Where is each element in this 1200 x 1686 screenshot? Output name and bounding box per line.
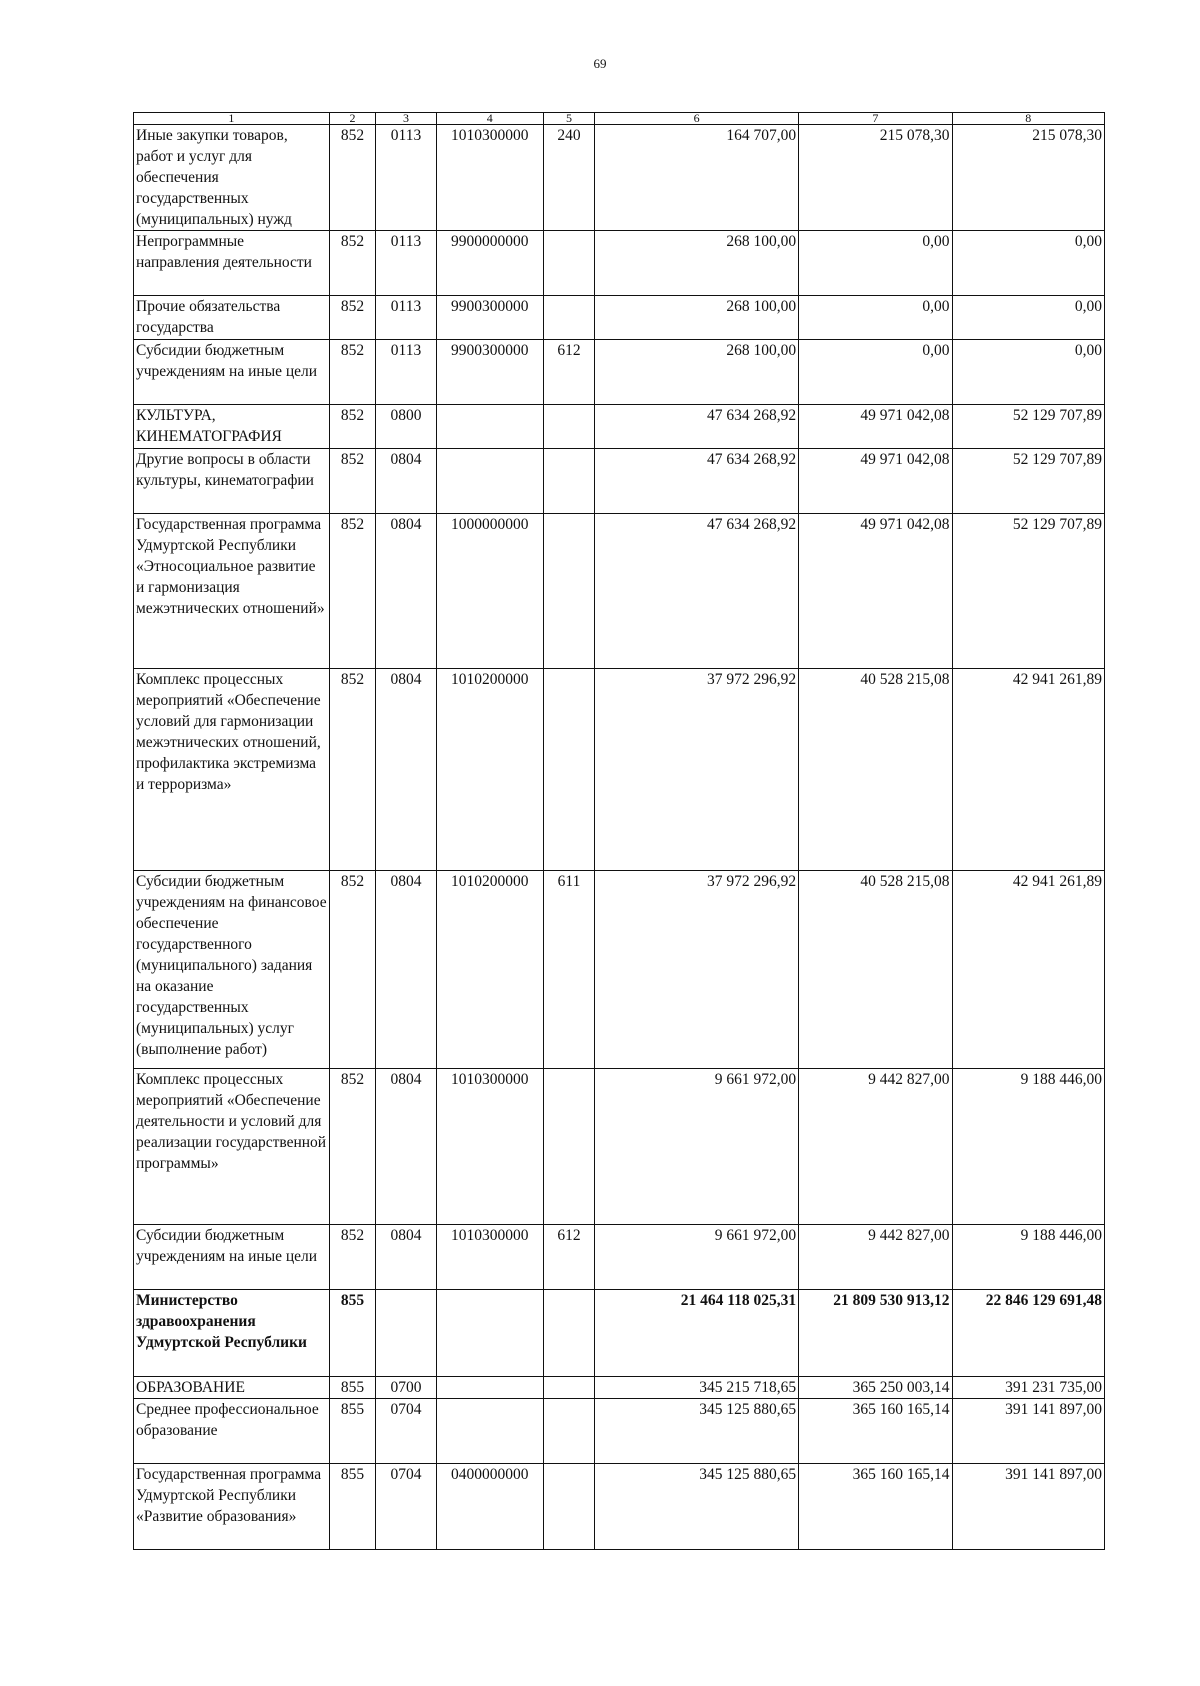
cell-c5 — [543, 231, 594, 296]
cell-c3: 0704 — [376, 1464, 437, 1550]
cell-c7: 40 528 215,08 — [799, 871, 952, 1069]
column-header: 5 — [543, 113, 594, 125]
cell-c7: 21 809 530 913,12 — [799, 1290, 952, 1377]
table-row — [134, 514, 1105, 669]
column-header: 4 — [436, 113, 543, 125]
cell-c4: 1010300000 — [436, 125, 543, 231]
table-row — [134, 1464, 1105, 1550]
cell-c2: 852 — [329, 871, 375, 1069]
table-row — [134, 231, 1105, 296]
cell-c8: 52 129 707,89 — [952, 514, 1104, 669]
cell-c5: 612 — [543, 340, 594, 405]
cell-c7: 0,00 — [799, 231, 952, 296]
cell-c4: 0400000000 — [436, 1464, 543, 1550]
cell-c6: 37 972 296,92 — [595, 669, 799, 871]
cell-c3: 0804 — [376, 449, 437, 514]
cell-c6: 268 100,00 — [595, 340, 799, 405]
cell-c5 — [543, 449, 594, 514]
row-name: Непрограммные направления деятельности — [134, 231, 330, 296]
row-name: Комплекс процессных мероприятий «Обеспечение условий для гармонизации межэтнических отношений, профилактика экстремизма и терроризма» — [134, 669, 330, 871]
cell-c5 — [543, 1377, 594, 1399]
row-name: Государственная программа Удмуртской Республики «Этносоциальное развитие и гармонизация межэтнических отношений» — [134, 514, 330, 669]
cell-c4 — [436, 449, 543, 514]
cell-c2: 855 — [329, 1464, 375, 1550]
cell-c4: 1010200000 — [436, 669, 543, 871]
cell-c3: 0804 — [376, 669, 437, 871]
cell-c5 — [543, 296, 594, 340]
cell-c8: 42 941 261,89 — [952, 669, 1104, 871]
cell-c4: 9900300000 — [436, 296, 543, 340]
cell-c6: 164 707,00 — [595, 125, 799, 231]
cell-c3: 0113 — [376, 340, 437, 405]
cell-c7: 49 971 042,08 — [799, 449, 952, 514]
cell-c3: 0113 — [376, 296, 437, 340]
cell-c6: 268 100,00 — [595, 231, 799, 296]
cell-c5 — [543, 1290, 594, 1377]
cell-c7: 215 078,30 — [799, 125, 952, 231]
cell-c2: 852 — [329, 1225, 375, 1290]
cell-c5 — [543, 1464, 594, 1550]
row-name: Комплекс процессных мероприятий «Обеспечение деятельности и условий для реализации государственной программы» — [134, 1069, 330, 1225]
cell-c4 — [436, 405, 543, 449]
cell-c7: 0,00 — [799, 340, 952, 405]
cell-c7: 40 528 215,08 — [799, 669, 952, 871]
cell-c5: 611 — [543, 871, 594, 1069]
cell-c6: 47 634 268,92 — [595, 405, 799, 449]
cell-c3: 0800 — [376, 405, 437, 449]
cell-c3: 0704 — [376, 1399, 437, 1464]
row-name: КУЛЬТУРА, КИНЕМАТОГРАФИЯ — [134, 405, 330, 449]
cell-c4: 1010300000 — [436, 1069, 543, 1225]
cell-c3: 0113 — [376, 125, 437, 231]
cell-c2: 852 — [329, 296, 375, 340]
cell-c8: 9 188 446,00 — [952, 1225, 1104, 1290]
table-row — [134, 1290, 1105, 1377]
cell-c7: 49 971 042,08 — [799, 514, 952, 669]
cell-c3: 0804 — [376, 1225, 437, 1290]
row-name: Субсидии бюджетным учреждениям на иные цели — [134, 340, 330, 405]
table-row — [134, 669, 1105, 871]
row-name: Среднее профессиональное образование — [134, 1399, 330, 1464]
cell-c4 — [436, 1290, 543, 1377]
cell-c2: 855 — [329, 1377, 375, 1399]
table-row — [134, 449, 1105, 514]
cell-c4: 1010300000 — [436, 1225, 543, 1290]
cell-c5 — [543, 405, 594, 449]
cell-c8: 391 141 897,00 — [952, 1399, 1104, 1464]
column-header: 8 — [952, 113, 1104, 125]
row-name: Субсидии бюджетным учреждениям на иные цели — [134, 1225, 330, 1290]
cell-c7: 365 250 003,14 — [799, 1377, 952, 1399]
cell-c7: 49 971 042,08 — [799, 405, 952, 449]
column-header: 7 — [799, 113, 952, 125]
cell-c8: 52 129 707,89 — [952, 449, 1104, 514]
table-row — [134, 296, 1105, 340]
cell-c8: 42 941 261,89 — [952, 871, 1104, 1069]
cell-c4 — [436, 1377, 543, 1399]
cell-c5: 612 — [543, 1225, 594, 1290]
cell-c7: 0,00 — [799, 296, 952, 340]
cell-c3: 0804 — [376, 871, 437, 1069]
table-row — [134, 340, 1105, 405]
cell-c4: 9900300000 — [436, 340, 543, 405]
cell-c5 — [543, 1399, 594, 1464]
cell-c5 — [543, 514, 594, 669]
cell-c8: 0,00 — [952, 231, 1104, 296]
cell-c6: 47 634 268,92 — [595, 514, 799, 669]
cell-c2: 855 — [329, 1290, 375, 1377]
cell-c6: 345 215 718,65 — [595, 1377, 799, 1399]
cell-c8: 215 078,30 — [952, 125, 1104, 231]
column-header: 1 — [134, 113, 330, 125]
cell-c7: 9 442 827,00 — [799, 1225, 952, 1290]
cell-c6: 47 634 268,92 — [595, 449, 799, 514]
cell-c6: 9 661 972,00 — [595, 1069, 799, 1225]
row-name: Прочие обязательства государства — [134, 296, 330, 340]
cell-c6: 9 661 972,00 — [595, 1225, 799, 1290]
table-row — [134, 1399, 1105, 1464]
column-header: 2 — [329, 113, 375, 125]
cell-c2: 852 — [329, 231, 375, 296]
cell-c6: 345 125 880,65 — [595, 1399, 799, 1464]
column-header: 3 — [376, 113, 437, 125]
row-name: Министерство здравоохранения Удмуртской Республики — [134, 1290, 330, 1377]
column-header: 6 — [595, 113, 799, 125]
cell-c6: 21 464 118 025,31 — [595, 1290, 799, 1377]
row-name: Другие вопросы в области культуры, кинематографии — [134, 449, 330, 514]
page-number: 69 — [593, 56, 607, 71]
cell-c3: 0113 — [376, 231, 437, 296]
cell-c2: 852 — [329, 125, 375, 231]
cell-c2: 852 — [329, 340, 375, 405]
cell-c2: 852 — [329, 669, 375, 871]
cell-c5: 240 — [543, 125, 594, 231]
cell-c6: 268 100,00 — [595, 296, 799, 340]
table-row — [134, 405, 1105, 449]
column-number-row — [134, 113, 1105, 125]
table-row — [134, 871, 1105, 1069]
table-row — [134, 1225, 1105, 1290]
cell-c4 — [436, 1399, 543, 1464]
cell-c3: 0700 — [376, 1377, 437, 1399]
cell-c2: 852 — [329, 449, 375, 514]
cell-c6: 345 125 880,65 — [595, 1464, 799, 1550]
table-row — [134, 125, 1105, 231]
cell-c4: 9900000000 — [436, 231, 543, 296]
cell-c8: 0,00 — [952, 340, 1104, 405]
cell-c3: 0804 — [376, 514, 437, 669]
cell-c6: 37 972 296,92 — [595, 871, 799, 1069]
cell-c2: 852 — [329, 1069, 375, 1225]
row-name: ОБРАЗОВАНИЕ — [134, 1377, 330, 1399]
cell-c8: 391 141 897,00 — [952, 1464, 1104, 1550]
cell-c8: 9 188 446,00 — [952, 1069, 1104, 1225]
cell-c8: 0,00 — [952, 296, 1104, 340]
cell-c2: 855 — [329, 1399, 375, 1464]
cell-c8: 52 129 707,89 — [952, 405, 1104, 449]
row-name: Субсидии бюджетным учреждениям на финансовое обеспечение государственного (муниципального) задания на оказание государственных (муниципальных) услуг (выполнение работ) — [134, 871, 330, 1069]
cell-c8: 391 231 735,00 — [952, 1377, 1104, 1399]
cell-c8: 22 846 129 691,48 — [952, 1290, 1104, 1377]
cell-c2: 852 — [329, 405, 375, 449]
cell-c2: 852 — [329, 514, 375, 669]
cell-c4: 1000000000 — [436, 514, 543, 669]
cell-c4: 1010200000 — [436, 871, 543, 1069]
cell-c5 — [543, 1069, 594, 1225]
cell-c3: 0804 — [376, 1069, 437, 1225]
table-row — [134, 1069, 1105, 1225]
cell-c7: 365 160 165,14 — [799, 1464, 952, 1550]
cell-c7: 365 160 165,14 — [799, 1399, 952, 1464]
cell-c5 — [543, 669, 594, 871]
cell-c7: 9 442 827,00 — [799, 1069, 952, 1225]
row-name: Иные закупки товаров, работ и услуг для обеспечения государственных (муниципальных) нужд — [134, 125, 330, 231]
row-name: Государственная программа Удмуртской Республики «Развитие образования» — [134, 1464, 330, 1550]
cell-c3 — [376, 1290, 437, 1377]
budget-table — [133, 112, 1105, 1550]
table-row — [134, 1377, 1105, 1399]
